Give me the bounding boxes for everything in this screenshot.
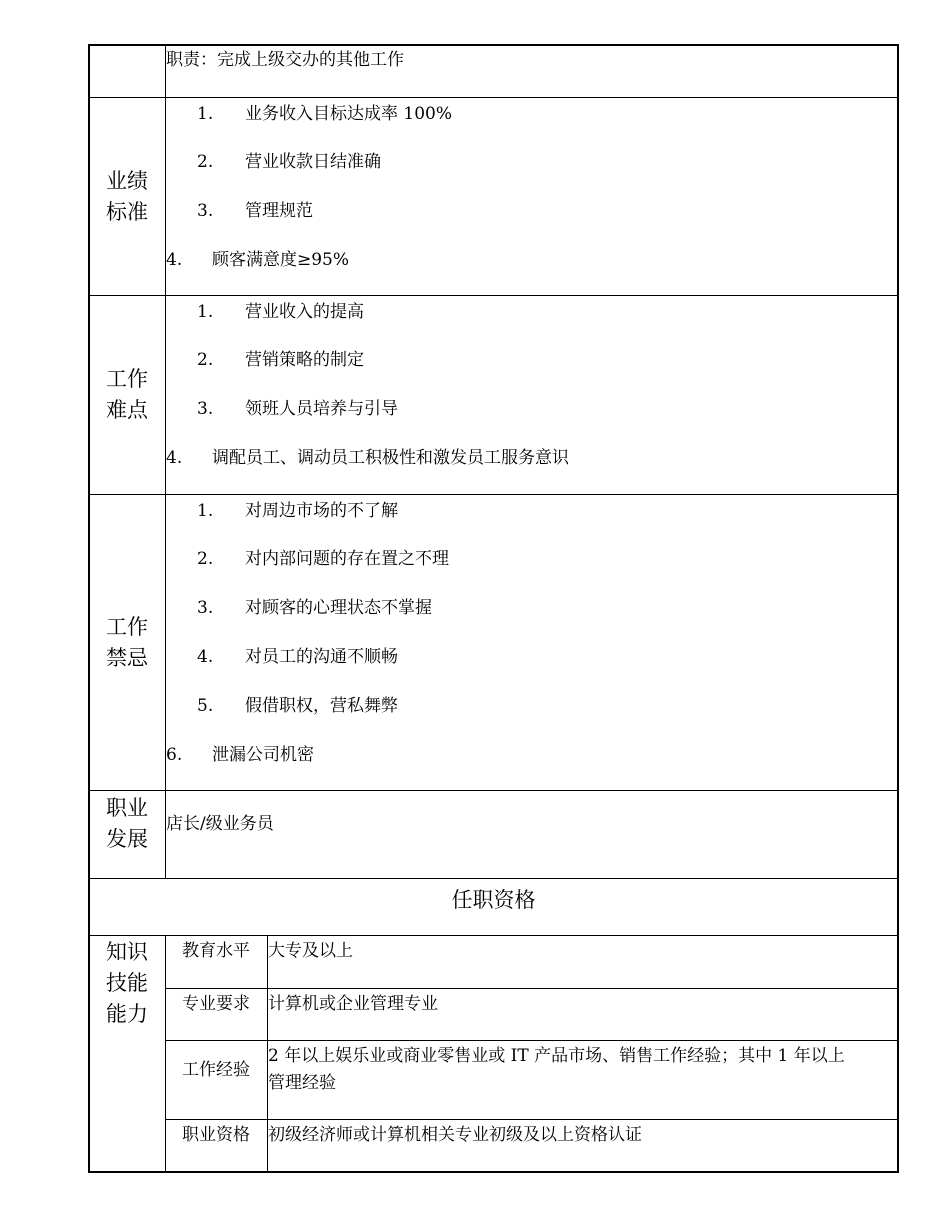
row-divider xyxy=(88,295,899,296)
experience-value: 2 年以上娱乐业或商业零售业或 IT 产品市场、销售工作经验；其中 1 年以上 xyxy=(268,1046,845,1066)
list-number: 3. xyxy=(197,201,214,221)
list-item: 营业收款日结准确 xyxy=(245,152,381,172)
major-value: 计算机或企业管理专业 xyxy=(268,994,438,1014)
list-number: 4. xyxy=(166,448,183,468)
list-item: 业务收入目标达成率 100% xyxy=(245,104,453,124)
list-number: 1. xyxy=(197,104,214,124)
row-divider xyxy=(88,878,899,879)
taboos-label xyxy=(90,495,164,790)
list-item: 顾客满意度≥95% xyxy=(212,250,350,270)
performance-label xyxy=(90,98,164,295)
qualification-title: 任职资格 xyxy=(451,888,536,912)
career-label xyxy=(90,793,164,878)
education-label: 教育水平 xyxy=(182,941,250,961)
list-item: 泄漏公司机密 xyxy=(212,745,314,765)
performance-label-text: 业绩标准 xyxy=(106,168,148,224)
list-item: 调配员工、调动员工积极性和激发员工服务意识 xyxy=(212,448,569,468)
career-text: 店长/级业务员 xyxy=(166,814,274,834)
list-number: 3. xyxy=(197,399,214,419)
list-item: 对内部问题的存在置之不理 xyxy=(245,549,449,569)
career-label-text: 职业发展 xyxy=(106,796,148,851)
difficulties-label-text: 工作难点 xyxy=(106,367,148,422)
duty-text: 职责：完成上级交办的其他工作 xyxy=(166,50,404,70)
list-number: 1. xyxy=(197,501,214,521)
certification-label: 职业资格 xyxy=(182,1125,250,1145)
row-divider xyxy=(88,494,899,495)
list-item: 对员工的沟通不顺畅 xyxy=(245,647,398,667)
list-number: 3. xyxy=(197,598,214,618)
list-item: 管理规范 xyxy=(245,201,313,221)
list-number: 2. xyxy=(197,152,214,172)
list-number: 1. xyxy=(197,302,214,322)
difficulties-label xyxy=(90,296,164,494)
row-divider xyxy=(88,97,899,98)
list-item: 营业收入的提高 xyxy=(245,302,364,322)
taboos-label-text: 工作禁忌 xyxy=(106,614,148,670)
list-item: 假借职权，营私舞弊 xyxy=(245,696,398,716)
knowledge-label-text: 知识技能能力 xyxy=(106,940,148,1026)
list-item: 对周边市场的不了解 xyxy=(245,501,398,521)
experience-label: 工作经验 xyxy=(182,1060,250,1080)
list-number: 2. xyxy=(197,549,214,569)
education-value: 大专及以上 xyxy=(268,941,353,961)
list-number: 4. xyxy=(166,250,183,270)
list-number: 5. xyxy=(197,696,214,716)
row-divider xyxy=(165,1119,899,1120)
list-item: 营销策略的制定 xyxy=(245,350,364,370)
row-divider xyxy=(165,1040,899,1041)
list-number: 6. xyxy=(166,745,183,765)
list-item: 对顾客的心理状态不掌握 xyxy=(245,598,432,618)
knowledge-label xyxy=(90,937,164,1173)
experience-value-line2: 管理经验 xyxy=(268,1073,336,1093)
major-label: 专业要求 xyxy=(182,994,250,1014)
certification-value: 初级经济师或计算机相关专业初级及以上资格认证 xyxy=(268,1125,642,1145)
list-number: 2. xyxy=(197,350,214,370)
list-item: 领班人员培养与引导 xyxy=(245,399,398,419)
row-divider xyxy=(88,790,899,791)
list-number: 4. xyxy=(197,647,214,667)
row-divider xyxy=(88,935,899,936)
row-divider xyxy=(165,988,899,989)
